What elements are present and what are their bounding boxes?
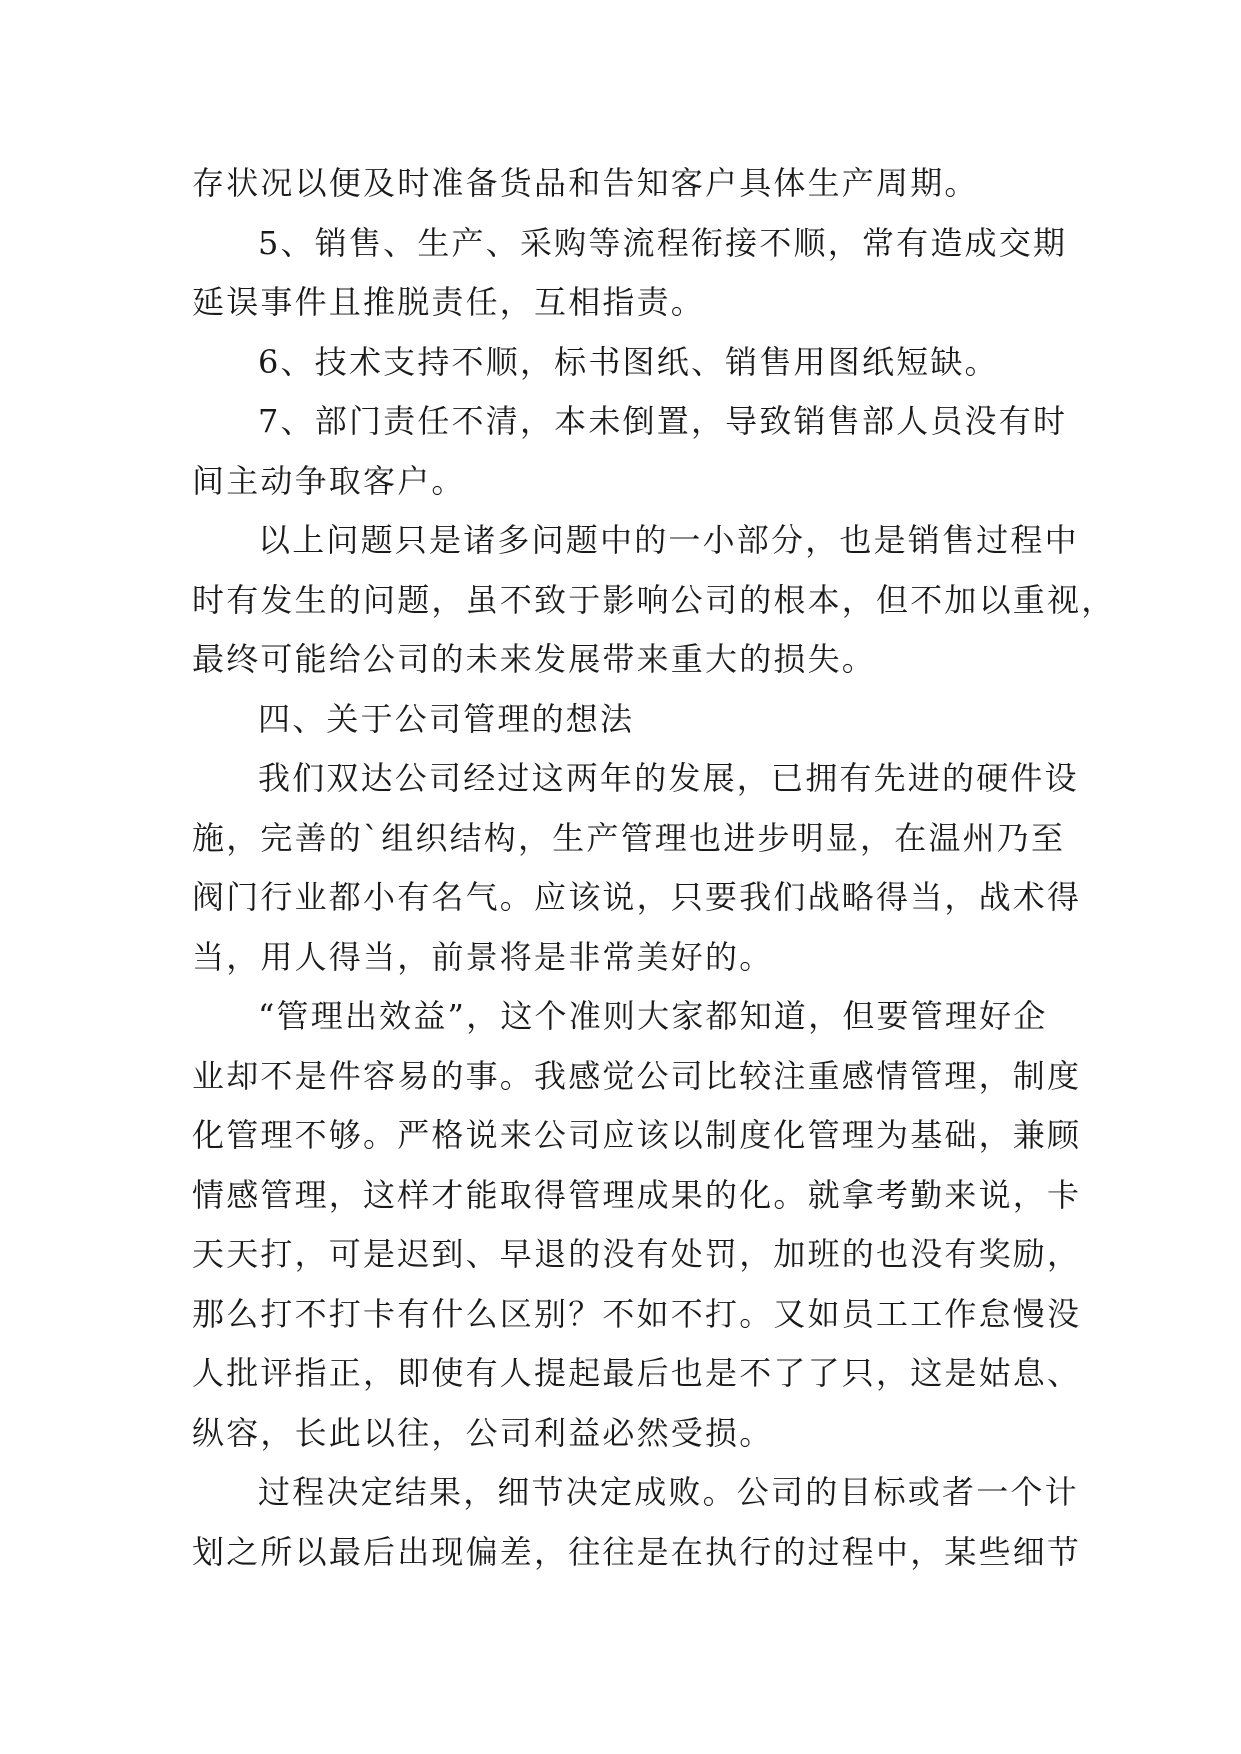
text-line: 以上问题只是诸多问题中的一小部分，也是销售过程中	[258, 521, 1079, 559]
text-line: 间主动争取客户。	[192, 461, 466, 500]
text-line: 过程决定结果，细节决定成败。公司的目标或者一个计	[258, 1473, 1079, 1511]
document-body	[192, 154, 1116, 1582]
section-heading: 四、关于公司管理的想法	[258, 699, 635, 738]
text-line: 存状况以便及时准备货品和告知客户具体生产周期。	[192, 164, 979, 202]
text-line: 划之所以最后出现偏差，往往是在执行的过程中，某些细节	[192, 1532, 1082, 1571]
text-line: 业却不是件容易的事。我感觉公司比较注重感情管理，制度	[192, 1056, 1082, 1095]
text-line: 情感管理，这样才能取得管理成果的化。就拿考勤来说，卡	[192, 1175, 1082, 1214]
text-line: 7、部门责任不清，本未倒置，导致销售部人员没有时	[258, 402, 1068, 440]
text-line: 延误事件且推脱责任，互相指责。	[192, 283, 706, 321]
text-line: 最终可能给公司的未来发展带来重大的损失。	[192, 640, 877, 678]
text-line: 纵容，长此以往，公司利益必然受损。	[192, 1413, 774, 1452]
text-line: 天天打，可是迟到、早退的没有处罚，加班的也没有奖励，	[192, 1235, 1082, 1273]
text-line: 人批评指正，即使有人提起最后也是不了了只，这是姑息、	[192, 1354, 1082, 1392]
text-line: 时有发生的问题，虽不致于影响公司的根本，但不加以重视，	[192, 580, 1116, 619]
text-line: 化管理不够。严格说来公司应该以制度化管理为基础，兼顾	[192, 1116, 1082, 1154]
text-line: 施，完善的`组织结构，生产管理也进步明显，在温州乃至	[192, 818, 1066, 857]
text-line: “管理出效益”，这个准则大家都知道，但要管理好企	[258, 997, 1048, 1035]
text-line: 当，用人得当，前景将是非常美好的。	[192, 937, 774, 976]
text-line: 6、技术支持不顺，标书图纸、销售用图纸短缺。	[258, 342, 999, 381]
text-line: 我们双达公司经过这两年的发展，已拥有先进的硬件设	[258, 759, 1079, 797]
text-line: 5、销售、生产、采购等流程衔接不顺，常有造成交期	[258, 223, 1068, 262]
text-line: 阀门行业都小有名气。应该说，只要我们战略得当，战术得	[192, 878, 1082, 916]
text-line: 那么打不打卡有什么区别？不如不打。又如员工工作怠慢没	[192, 1294, 1082, 1333]
